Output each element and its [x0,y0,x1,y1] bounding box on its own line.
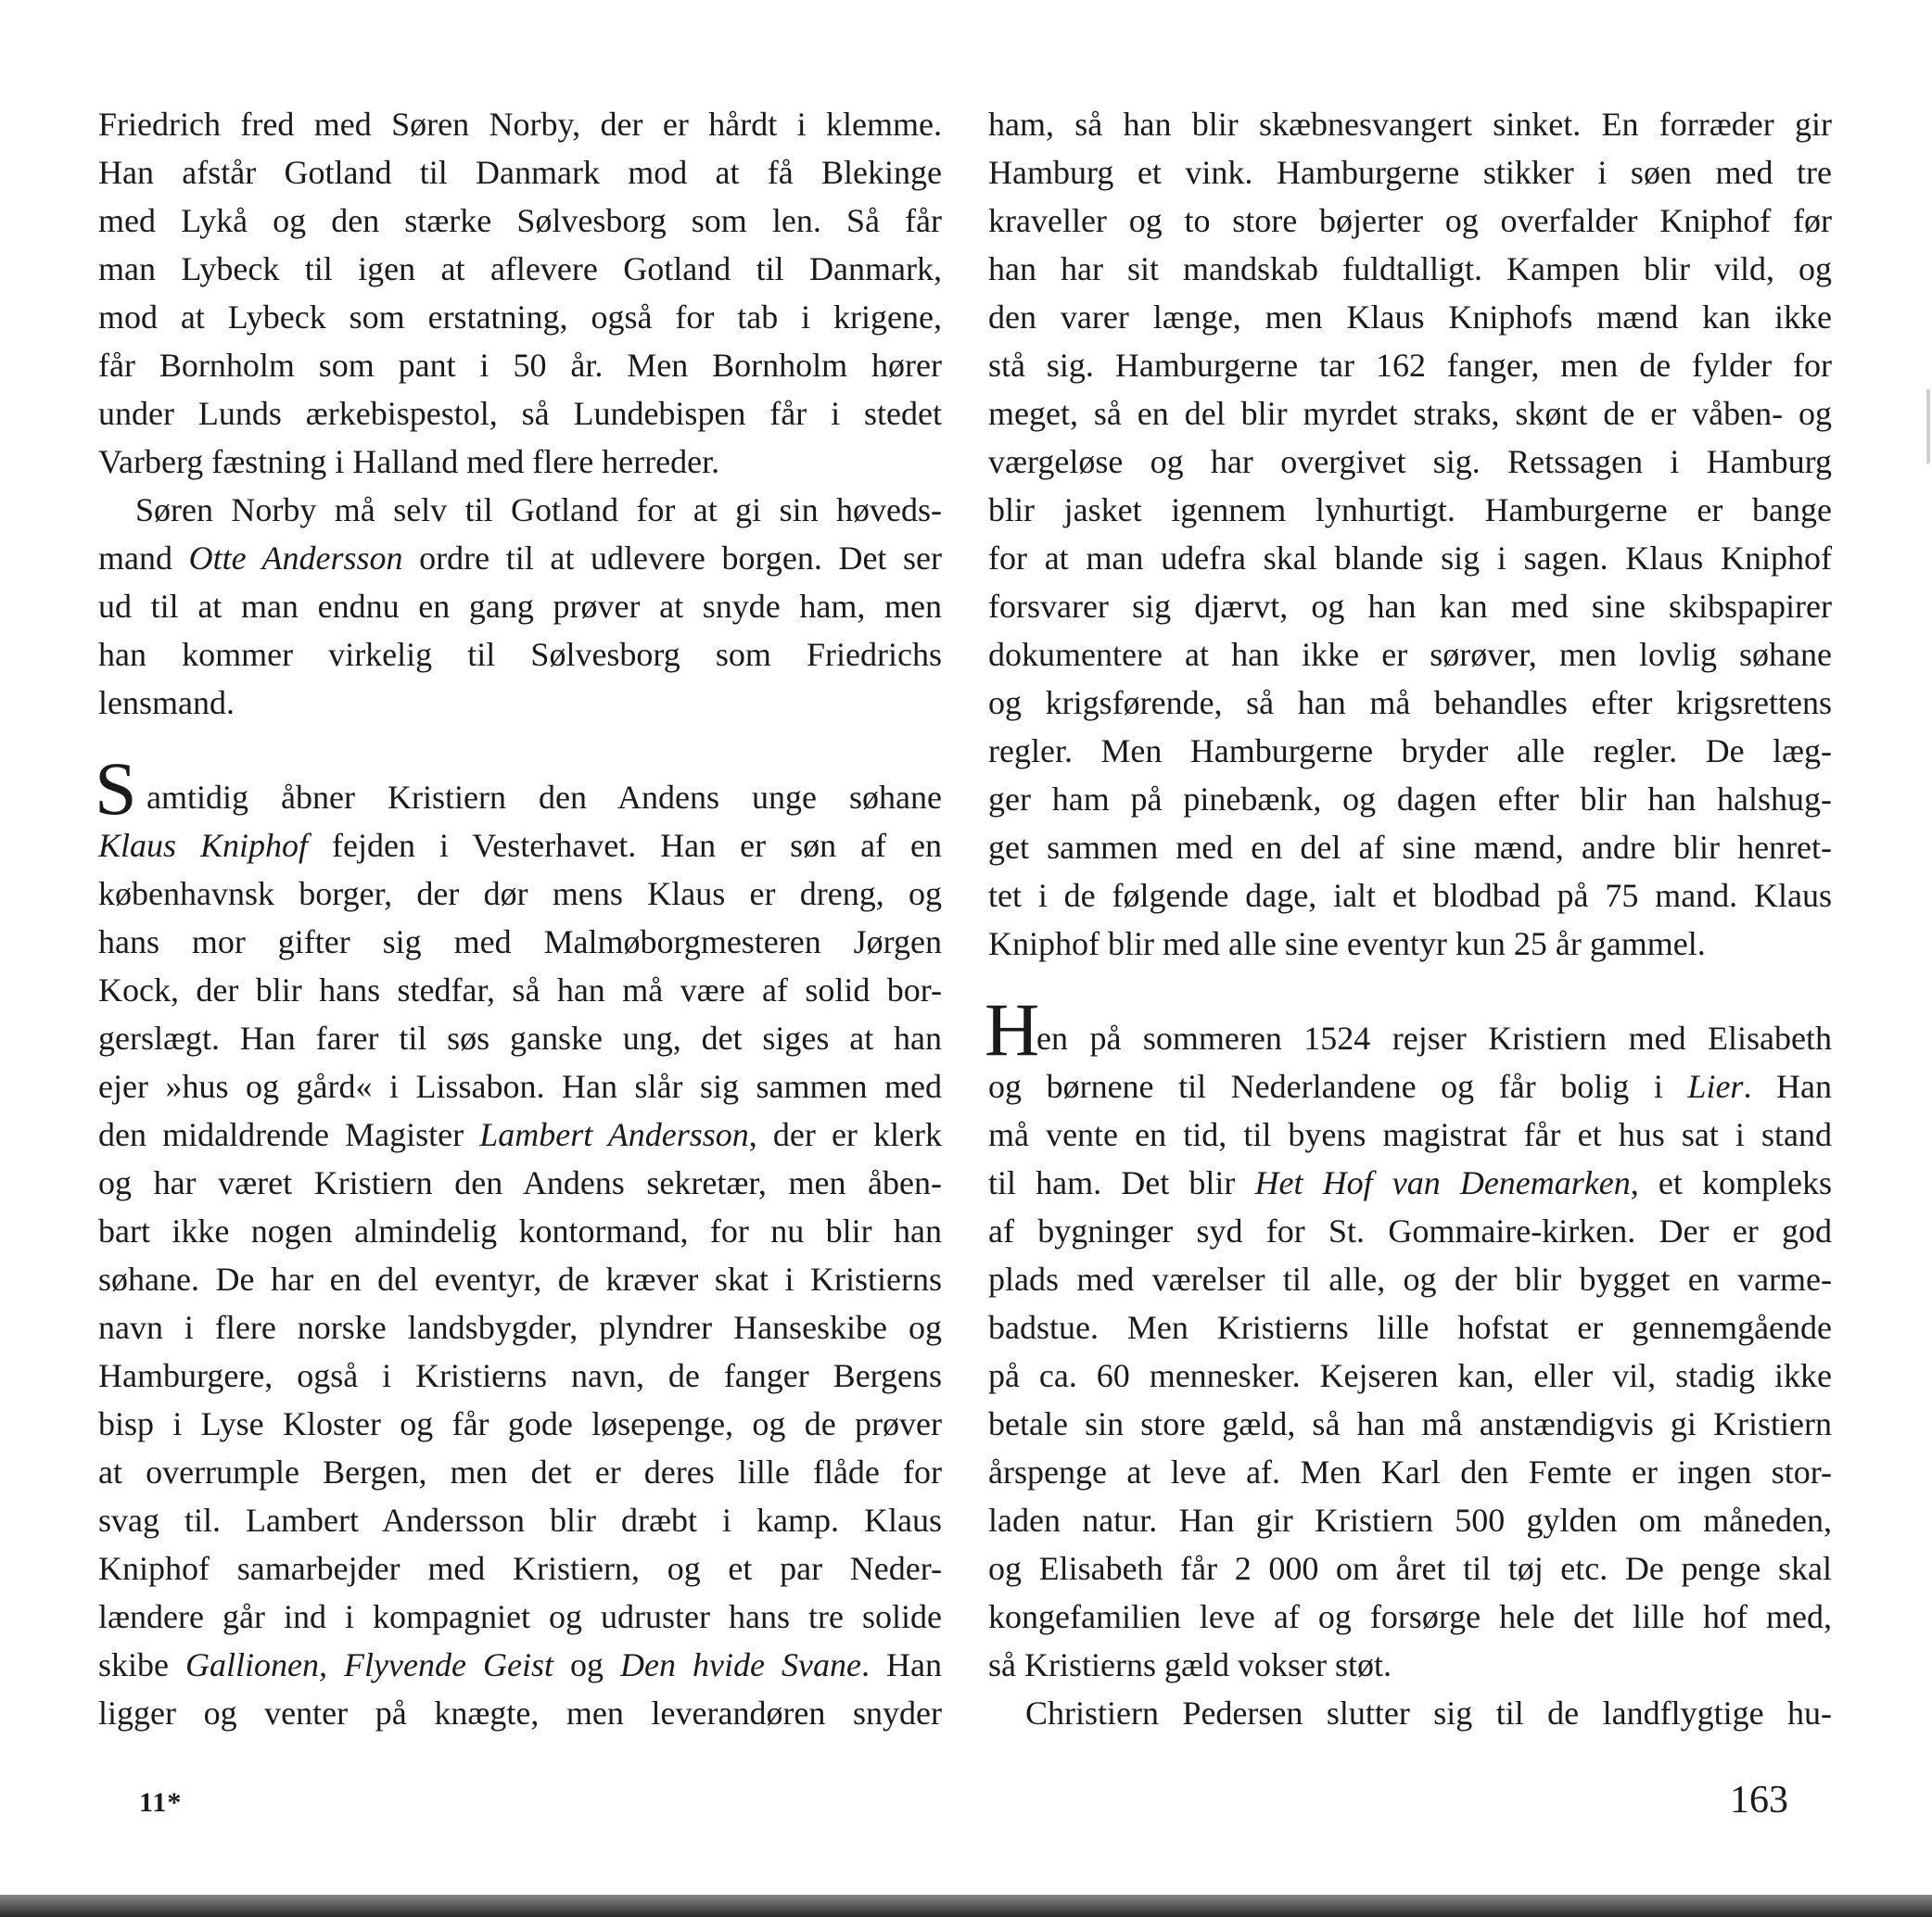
text-line [98,341,942,389]
text-line [988,1544,1832,1593]
text-segment: den varer længe, men Klaus Kniphofs mænd kan ikke [988,298,1832,336]
text-segment: Kniphof blir med alle sine eventyr kun 25 år gammel. [988,925,1706,962]
text-line [98,630,942,679]
text-segment: under Lunds ærkebispestol, så Lundebispen får i stedet [98,395,942,432]
text-segment: navn i flere norske landsbygder, plyndrer Hanseskibe og [98,1309,942,1346]
text-line [98,197,942,245]
text-segment: søhane. De har en del eventyr, de kræver skat i Kristierns [98,1261,942,1298]
margin-mark [1926,389,1930,463]
text-segment: til ham. Det blir [988,1164,1255,1201]
text-segment: betale sin store gæld, så han må anstændigvis gi Kristiern [988,1405,1832,1442]
text-segment: man Lybeck til igen at aflevere Gotland til Danmark, [98,250,942,287]
text-segment: og [553,1646,621,1683]
text-segment: Hamburgere, også i Kristierns navn, de fanger Bergens [98,1357,942,1394]
text-line [988,148,1832,197]
text-segment: værgeløse og har overgivet sig. Retssagen i Hamburg [988,443,1832,480]
text-line [988,534,1832,582]
text-line [988,389,1832,438]
page-number: 163 [1730,1779,1788,1822]
text-segment: Hamburg et vink. Hamburgerne stikker i søen med tre [988,154,1832,191]
italic-text: Gallionen, Flyvende Geist [185,1646,553,1683]
text-segment: tet i de følgende dage, ialt et blodbad på 75 mand. Klaus [988,877,1832,914]
text-segment: kongefamilien leve af og forsørge hele det lille hof med, [988,1598,1832,1635]
text-line [988,438,1832,486]
text-segment: bisp i Lyse Kloster og får gode løsepenge, og de prøver [98,1405,942,1442]
italic-text: Het Hof van Denemarken [1254,1164,1631,1201]
text-line [985,987,1832,1072]
text-line [98,486,942,534]
text-line [988,293,1832,341]
text-segment: får Bornholm som pant i 50 år. Men Bornholm hører [98,347,942,384]
text-line [98,534,942,582]
text-segment: ham, så han blir skæbnesvangert sinket. En forræder gir [988,106,1832,143]
italic-text: Den hvide Svane [620,1646,861,1683]
text-line [98,966,942,1014]
text-segment: Christiern Pedersen slutter sig til de landflygtige hu- [1025,1695,1832,1732]
text-segment: laden natur. Han gir Kristiern 500 gylden om måneden, [988,1502,1832,1539]
text-segment: hans mor gifter sig med Malmøborgmesteren Jørgen [98,923,942,960]
text-line [988,1111,1832,1159]
text-line [98,1159,942,1207]
text-segment: Friedrich fred med Søren Norby, der er hårdt i klemme. [98,106,942,143]
text-segment: stå sig. Hamburgerne tar 162 fanger, men de fylder for [988,347,1832,384]
text-line [988,582,1832,630]
text-line [98,1448,942,1496]
text-line [988,630,1832,679]
text-segment: og krigsførende, så han må behandles efter krigsrettens [988,684,1832,721]
text-segment: lændere går ind i kompagniet og udruster hans tre solide [98,1598,942,1635]
text-segment: bart ikke nogen almindelig kontormand, for nu blir han [98,1212,942,1250]
text-line [98,389,942,438]
text-segment: blir jasket igennem lynhurtigt. Hamburgerne er bange [988,491,1832,528]
text-line [988,823,1832,871]
text-line [988,197,1832,245]
text-line [988,1159,1832,1207]
text-line [98,1111,942,1159]
text-segment: Kock, der blir hans stedfar, så han må være af solid bor- [98,971,942,1009]
text-line [98,1062,942,1111]
text-line [988,1593,1832,1641]
text-segment: af bygninger syd for St. Gommaire-kirken. Der er god [988,1212,1832,1250]
text-line [988,679,1832,727]
paragraph-gap [98,727,942,773]
text-segment: at overrumple Bergen, men det er deres lille flåde for [98,1454,942,1491]
text-segment: Søren Norby må selv til Gotland for at gi sin høveds- [135,491,942,528]
text-line [988,1689,1832,1737]
text-segment: get sammen med en del af sine mænd, andre blir henret- [988,829,1832,866]
text-line [988,1207,1832,1255]
text-line [98,1400,942,1448]
paragraph-gap [988,968,1832,1014]
text-line [98,821,942,870]
text-segment: gerslægt. Han farer til søs ganske ung, det siges at han [98,1020,942,1057]
text-line [98,1593,942,1641]
text-segment: badstue. Men Kristierns lille hofstat er gennemgående [988,1309,1832,1346]
text-segment: københavnsk borger, der dør mens Klaus er dreng, og [98,875,942,912]
text-line [988,1496,1832,1544]
text-line [988,245,1832,293]
text-segment: Varberg fæstning i Halland med flere herreder. [98,443,720,480]
text-line [98,293,942,341]
text-line [988,1303,1832,1352]
text-line [98,1544,942,1593]
text-line [98,582,942,630]
text-segment: ejer »hus og gård« i Lissabon. Han slår sig sammen med [98,1068,942,1105]
text-segment: ordre til at udlevere borgen. Det ser [402,540,943,577]
text-line [98,1014,942,1062]
text-line [98,148,942,197]
text-segment: svag til. Lambert Andersson blir dræbt i kamp. Klaus [98,1502,942,1539]
text-segment: lensmand. [98,684,235,721]
text-line [988,727,1832,775]
text-line [98,870,942,918]
signature-mark: 11* [139,1787,183,1818]
text-segment: fejden i Vesterhavet. Han er søn af en [308,827,942,864]
text-line [98,245,942,293]
text-segment: og har været Kristiern den Andens sekretær, men åben- [98,1164,942,1201]
text-segment: en på sommeren 1524 rejser Kristiern med Elisabeth [1036,1020,1832,1057]
italic-text: Lier [1687,1068,1744,1105]
text-segment: med Lykå og den stærke Sølvesborg som len. Så får [98,202,942,239]
text-line [988,1448,1832,1496]
text-line [988,1255,1832,1303]
text-segment: dokumentere at han ikke er sørøver, men lovlig søhane [988,636,1832,673]
text-line [98,679,942,727]
text-segment: mod at Lybeck som erstatning, også for tab i krigene, [98,298,942,336]
text-line [98,438,942,486]
text-segment: forsvarer sig djærvt, og han kan med sine skibspapirer [988,588,1832,625]
text-segment: og børnene til Nederlandene og får bolig i [988,1068,1688,1105]
text-segment: på ca. 60 mennesker. Kejseren kan, eller vil, stadig ikke [988,1357,1832,1394]
text-line [988,1641,1832,1689]
text-line [988,775,1832,823]
text-segment: plads med værelser til alle, og der blir bygget en varme- [988,1261,1832,1298]
italic-text: Otte Andersson [188,540,403,577]
text-segment: , der er klerk [748,1116,942,1153]
text-segment: , et kompleks [1630,1164,1832,1201]
text-segment: mand [98,540,189,577]
text-line [98,1641,942,1689]
text-line [98,918,942,966]
text-segment: så Kristierns gæld vokser støt. [988,1646,1392,1683]
left-text-column [95,100,943,1737]
text-segment: regler. Men Hamburgerne bryder alle regler. De læg- [988,732,1832,769]
text-line [988,871,1832,920]
text-segment: ud til at man endnu en gang prøver at snyde ham, men [98,588,942,625]
text-segment: han har sit mandskab fuldtalligt. Kampen blir vild, og [988,250,1832,287]
page-bottom-edge [0,1895,1932,1917]
text-segment: kraveller og to store bøjerter og overfalder Kniphof før [988,202,1832,239]
text-segment: den midaldrende Magister [98,1116,480,1153]
text-segment: . Han [1743,1068,1832,1105]
text-line [98,1303,942,1352]
text-line [98,1352,942,1400]
text-line [98,1496,942,1544]
text-line [988,1400,1832,1448]
text-line [988,100,1832,148]
text-segment: Han afstår Gotland til Danmark mod at få Blekinge [98,154,942,191]
drop-cap: H [985,987,1040,1072]
text-segment: må vente en tid, til byens magistrat får et hus sat i stand [988,1116,1832,1153]
italic-text: Klaus Kniphof [98,827,309,864]
text-line [98,1689,942,1737]
text-segment: ligger og venter på knægte, men leverandøren snyder [98,1695,942,1732]
text-line [98,1207,942,1255]
text-line [988,1062,1832,1111]
text-segment: årspenge at leve af. Men Karl den Femte er ingen stor- [988,1454,1832,1491]
text-line [988,341,1832,389]
drop-cap: S [95,746,137,831]
text-segment: amtidig åbner Kristiern den Andens unge søhane [146,779,942,816]
text-line [988,1352,1832,1400]
text-segment: han kommer virkelig til Sølvesborg som Friedrichs [98,636,942,673]
text-segment: . Han [860,1646,942,1683]
text-segment: skibe [98,1646,186,1683]
text-segment: Kniphof samarbejder med Kristiern, og et par Neder- [98,1550,942,1587]
text-line [95,746,942,831]
text-segment: og Elisabeth får 2 000 om året til tøj etc. De penge skal [988,1550,1832,1587]
right-text-column [985,100,1832,1737]
italic-text: Lambert Andersson [479,1116,749,1153]
text-segment: ger ham på pinebænk, og dagen efter blir han halshug- [988,781,1832,818]
text-line [988,920,1832,968]
text-line [988,486,1832,534]
text-line [98,100,942,148]
text-segment: for at man udefra skal blande sig i sagen. Klaus Kniphof [988,540,1832,577]
text-segment: meget, så en del blir myrdet straks, skønt de er våben- og [988,395,1832,432]
text-line [98,1255,942,1303]
